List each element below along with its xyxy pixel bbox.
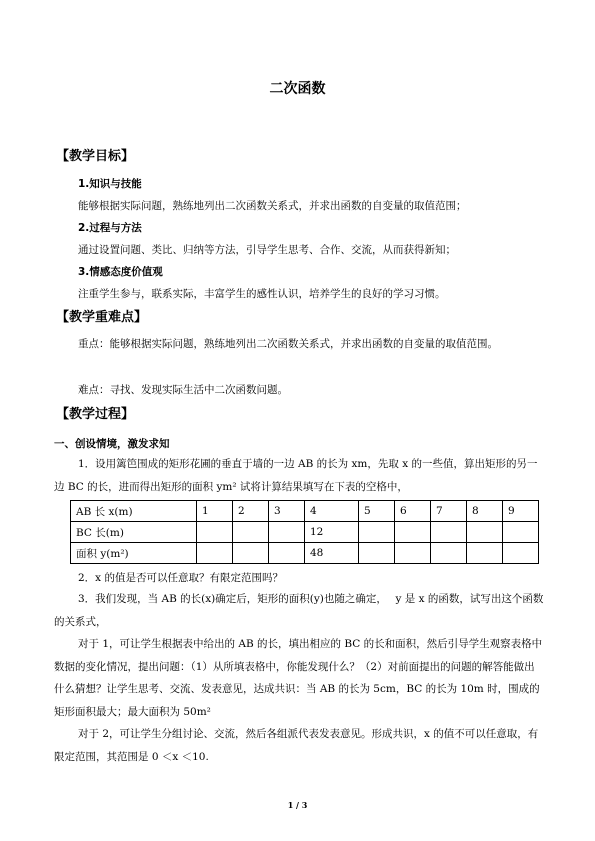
table-row bbox=[71, 501, 539, 522]
section-key-heading: 【教学重难点】 bbox=[56, 310, 148, 325]
table-cell: 4 bbox=[305, 501, 359, 522]
table-cell bbox=[467, 522, 503, 543]
page-title: 二次函数 bbox=[269, 81, 326, 97]
table-cell: 8 bbox=[467, 501, 503, 522]
goal3-text: 注重学生参与，联系实际，丰富学生的感性认识，培养学生的良好的学习习惯。 bbox=[78, 288, 446, 300]
note2-text: 对于 2，可让学生分组讨论、交流，然后各组派代表发表意见。形成共识，x 的值不可以任意取，有限定范围，其范围是 0 ＜x ＜10. bbox=[54, 728, 539, 763]
table-cell: 2 bbox=[233, 501, 269, 522]
question1-text: 1．设用篱笆围成的矩形花圃的垂直于墙的一边 AB 的长为 xm，先取 x 的一些值，算出矩形的另一边 BC 的长，进而得出矩形的面积 ym² 试将计算结果填写在下表的空格中， bbox=[54, 458, 538, 493]
goal2-text: 通过设置问题、类比、归纳等方法，引导学生思考、合作、交流，从而获得新知； bbox=[78, 244, 456, 256]
goal1-text: 能够根据实际问题，熟练地列出二次函数关系式，并求出函数的自变量的取值范围； bbox=[78, 200, 467, 212]
section-process-heading: 【教学过程】 bbox=[56, 407, 135, 422]
table-cell: 9 bbox=[503, 501, 539, 522]
table-cell bbox=[269, 522, 305, 543]
note1-text: 对于 1，可让学生根据表中给出的 AB 的长，填出相应的 BC 的长和面积，然后引导学生观察表格中数据的变化情况，提出问题：（1）从所填表格中，你能发现什么？（2）对前面提出的问题的解答能做出什么猜想？让学生思考、交流、发表意见，达成共识：当 AB 的长为 5cm，BC 的长为 10m 时，围成的矩形面积最大；最大面积为 50m² bbox=[54, 638, 543, 718]
table-cell bbox=[395, 522, 431, 543]
page-number: 1 / 3 bbox=[287, 800, 308, 810]
table-cell: 面积 y(m²) bbox=[71, 543, 197, 564]
question2-text: 2．x 的值是否可以任意取？有限定范围吗？ bbox=[78, 572, 283, 584]
table-cell: 7 bbox=[431, 501, 467, 522]
table-cell bbox=[197, 522, 233, 543]
section-goals-heading: 【教学目标】 bbox=[56, 149, 135, 164]
table-cell bbox=[467, 543, 503, 564]
goal1-title: 1.知识与技能 bbox=[78, 178, 142, 190]
table-cell bbox=[359, 543, 395, 564]
goal2-title: 2.过程与方法 bbox=[78, 222, 142, 234]
table-cell: AB 长 x(m) bbox=[71, 501, 197, 522]
table-cell: 6 bbox=[395, 501, 431, 522]
table-cell bbox=[503, 543, 539, 564]
table-cell bbox=[503, 522, 539, 543]
table-cell: 12 bbox=[305, 522, 359, 543]
goal3-title: 3.情感态度价值观 bbox=[78, 266, 163, 278]
table-cell bbox=[431, 543, 467, 564]
table-cell bbox=[269, 543, 305, 564]
table-cell bbox=[395, 543, 431, 564]
table-row bbox=[71, 543, 539, 564]
data-table bbox=[70, 500, 539, 564]
table-cell bbox=[359, 522, 395, 543]
table-cell: 3 bbox=[269, 501, 305, 522]
part1-heading: 一、创设情境，激发求知 bbox=[54, 438, 170, 450]
difficulty-text: 难点：寻找、发现实际生活中二次函数问题。 bbox=[78, 384, 288, 396]
table-row bbox=[71, 522, 539, 543]
table-cell bbox=[233, 522, 269, 543]
question3-text: 3．我们发现，当 AB 的长(x)确定后，矩形的面积(y)也随之确定， y 是 x 的函数，试写出这个函数的关系式， bbox=[54, 593, 544, 628]
table-cell: BC 长(m) bbox=[71, 522, 197, 543]
table-cell: 48 bbox=[305, 543, 359, 564]
table-cell bbox=[233, 543, 269, 564]
table-cell bbox=[197, 543, 233, 564]
table-cell bbox=[431, 522, 467, 543]
table-cell: 5 bbox=[359, 501, 395, 522]
table-cell: 1 bbox=[197, 501, 233, 522]
key-point-text: 重点：能够根据实际问题，熟练地列出二次函数关系式，并求出函数的自变量的取值范围。 bbox=[78, 338, 498, 350]
